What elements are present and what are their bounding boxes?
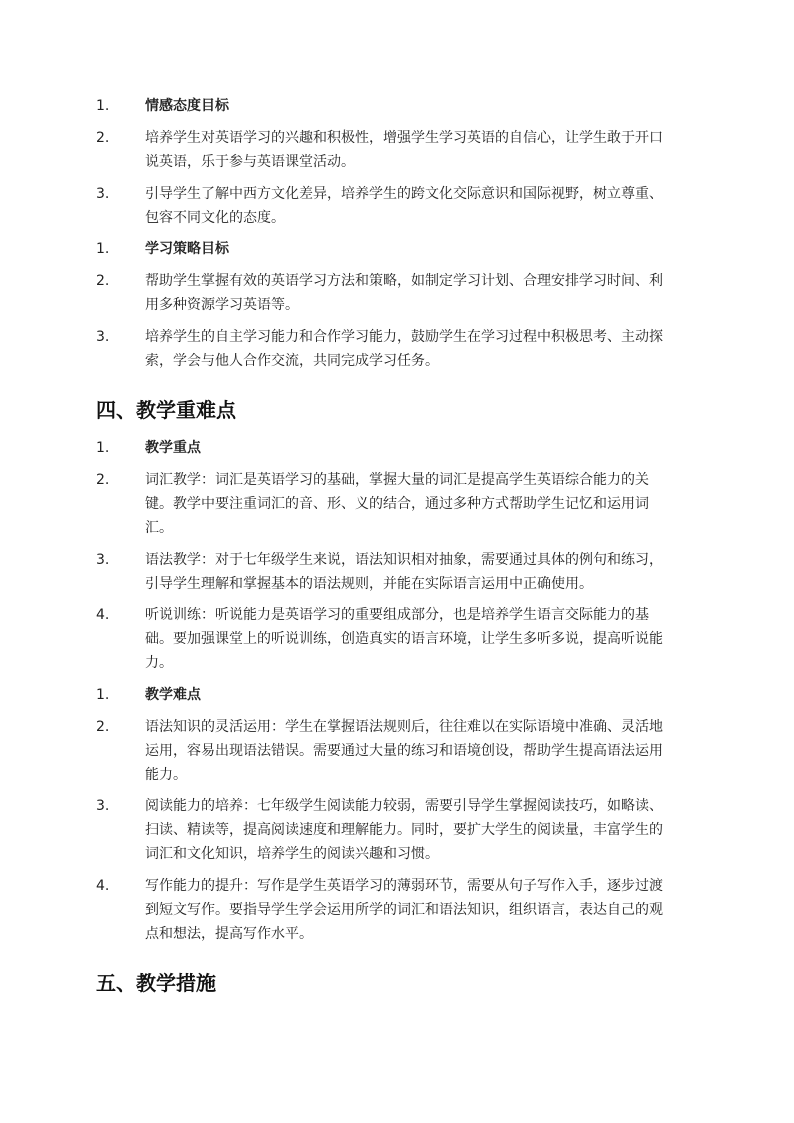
list-text: 词汇教学：词汇是英语学习的基础，掌握大量的词汇是提高学生英语综合能力的关 键。教学中要注重词汇的音、形、义的结合，通过多种方式帮助学生记忆和运用词 汇。 xyxy=(145,472,649,536)
list-number: 3. xyxy=(96,798,110,814)
list-text: 语法教学：对于七年级学生来说，语法知识相对抽象，需要通过具体的例句和练习， 引导学生理解和掌握基本的语法规则，并能在实际语言运用中正确使用。 xyxy=(145,552,663,592)
subsection-title: 情感态度目标 xyxy=(145,98,229,114)
list-number: 1. xyxy=(96,440,110,456)
list-text: 语法知识的灵活运用：学生在掌握语法规则后，往往难以在实际语境中准确、灵活地 运用，容易出现语法错误。需要通过大量的练习和语境创设，帮助学生提高语法运用 能力。 xyxy=(145,719,663,783)
list-text: 引导学生了解中西方文化差异，培养学生的跨文化交际意识和国际视野，树立尊重、 包容不同文化的态度。 xyxy=(145,186,663,226)
subsection-title: 教学难点 xyxy=(145,687,201,703)
list-number: 3. xyxy=(96,329,110,345)
list-number: 4. xyxy=(96,607,110,623)
list-text: 阅读能力的培养：七年级学生阅读能力较弱，需要引导学生掌握阅读技巧，如略读、 扫读、精读等，提高阅读速度和理解能力。同时，要扩大学生的阅读量，丰富学生的 词汇和文化知识，培养学生的阅读兴趣和习惯。 xyxy=(145,798,663,862)
list-text: 培养学生的自主学习能力和合作学习能力，鼓励学生在学习过程中积极思考、主动探 索，学会与他人合作交流，共同完成学习任务。 xyxy=(145,329,663,369)
list-number: 4. xyxy=(96,878,110,894)
section-heading: 四、教学重难点 xyxy=(96,398,236,422)
list-number: 1. xyxy=(96,98,110,114)
list-text: 听说训练：听说能力是英语学习的重要组成部分，也是培养学生语言交际能力的基 础。要加强课堂上的听说训练，创造真实的语言环境，让学生多听多说，提高听说能 力。 xyxy=(145,607,663,671)
list-number: 2. xyxy=(96,273,110,289)
section-heading: 五、教学措施 xyxy=(96,971,216,995)
list-number: 1. xyxy=(96,241,110,257)
list-text: 写作能力的提升：写作是学生英语学习的薄弱环节，需要从句子写作入手，逐步过渡 到短文写作。要指导学生学会运用所学的词汇和语法知识，组织语言，表达自己的观 点和想法，提高写作水平。 xyxy=(145,878,663,942)
list-number: 2. xyxy=(96,719,110,735)
list-number: 3. xyxy=(96,186,110,202)
subsection-title: 学习策略目标 xyxy=(145,241,229,257)
list-number: 3. xyxy=(96,552,110,568)
list-number: 2. xyxy=(96,130,110,146)
list-text: 培养学生对英语学习的兴趣和积极性，增强学生学习英语的自信心，让学生敢于开口 说英语，乐于参与英语课堂活动。 xyxy=(145,130,663,170)
list-text: 帮助学生掌握有效的英语学习方法和策略，如制定学习计划、合理安排学习时间、利 用多种资源学习英语等。 xyxy=(145,273,663,313)
list-number: 2. xyxy=(96,472,110,488)
list-number: 1. xyxy=(96,687,110,703)
subsection-title: 教学重点 xyxy=(145,440,201,456)
